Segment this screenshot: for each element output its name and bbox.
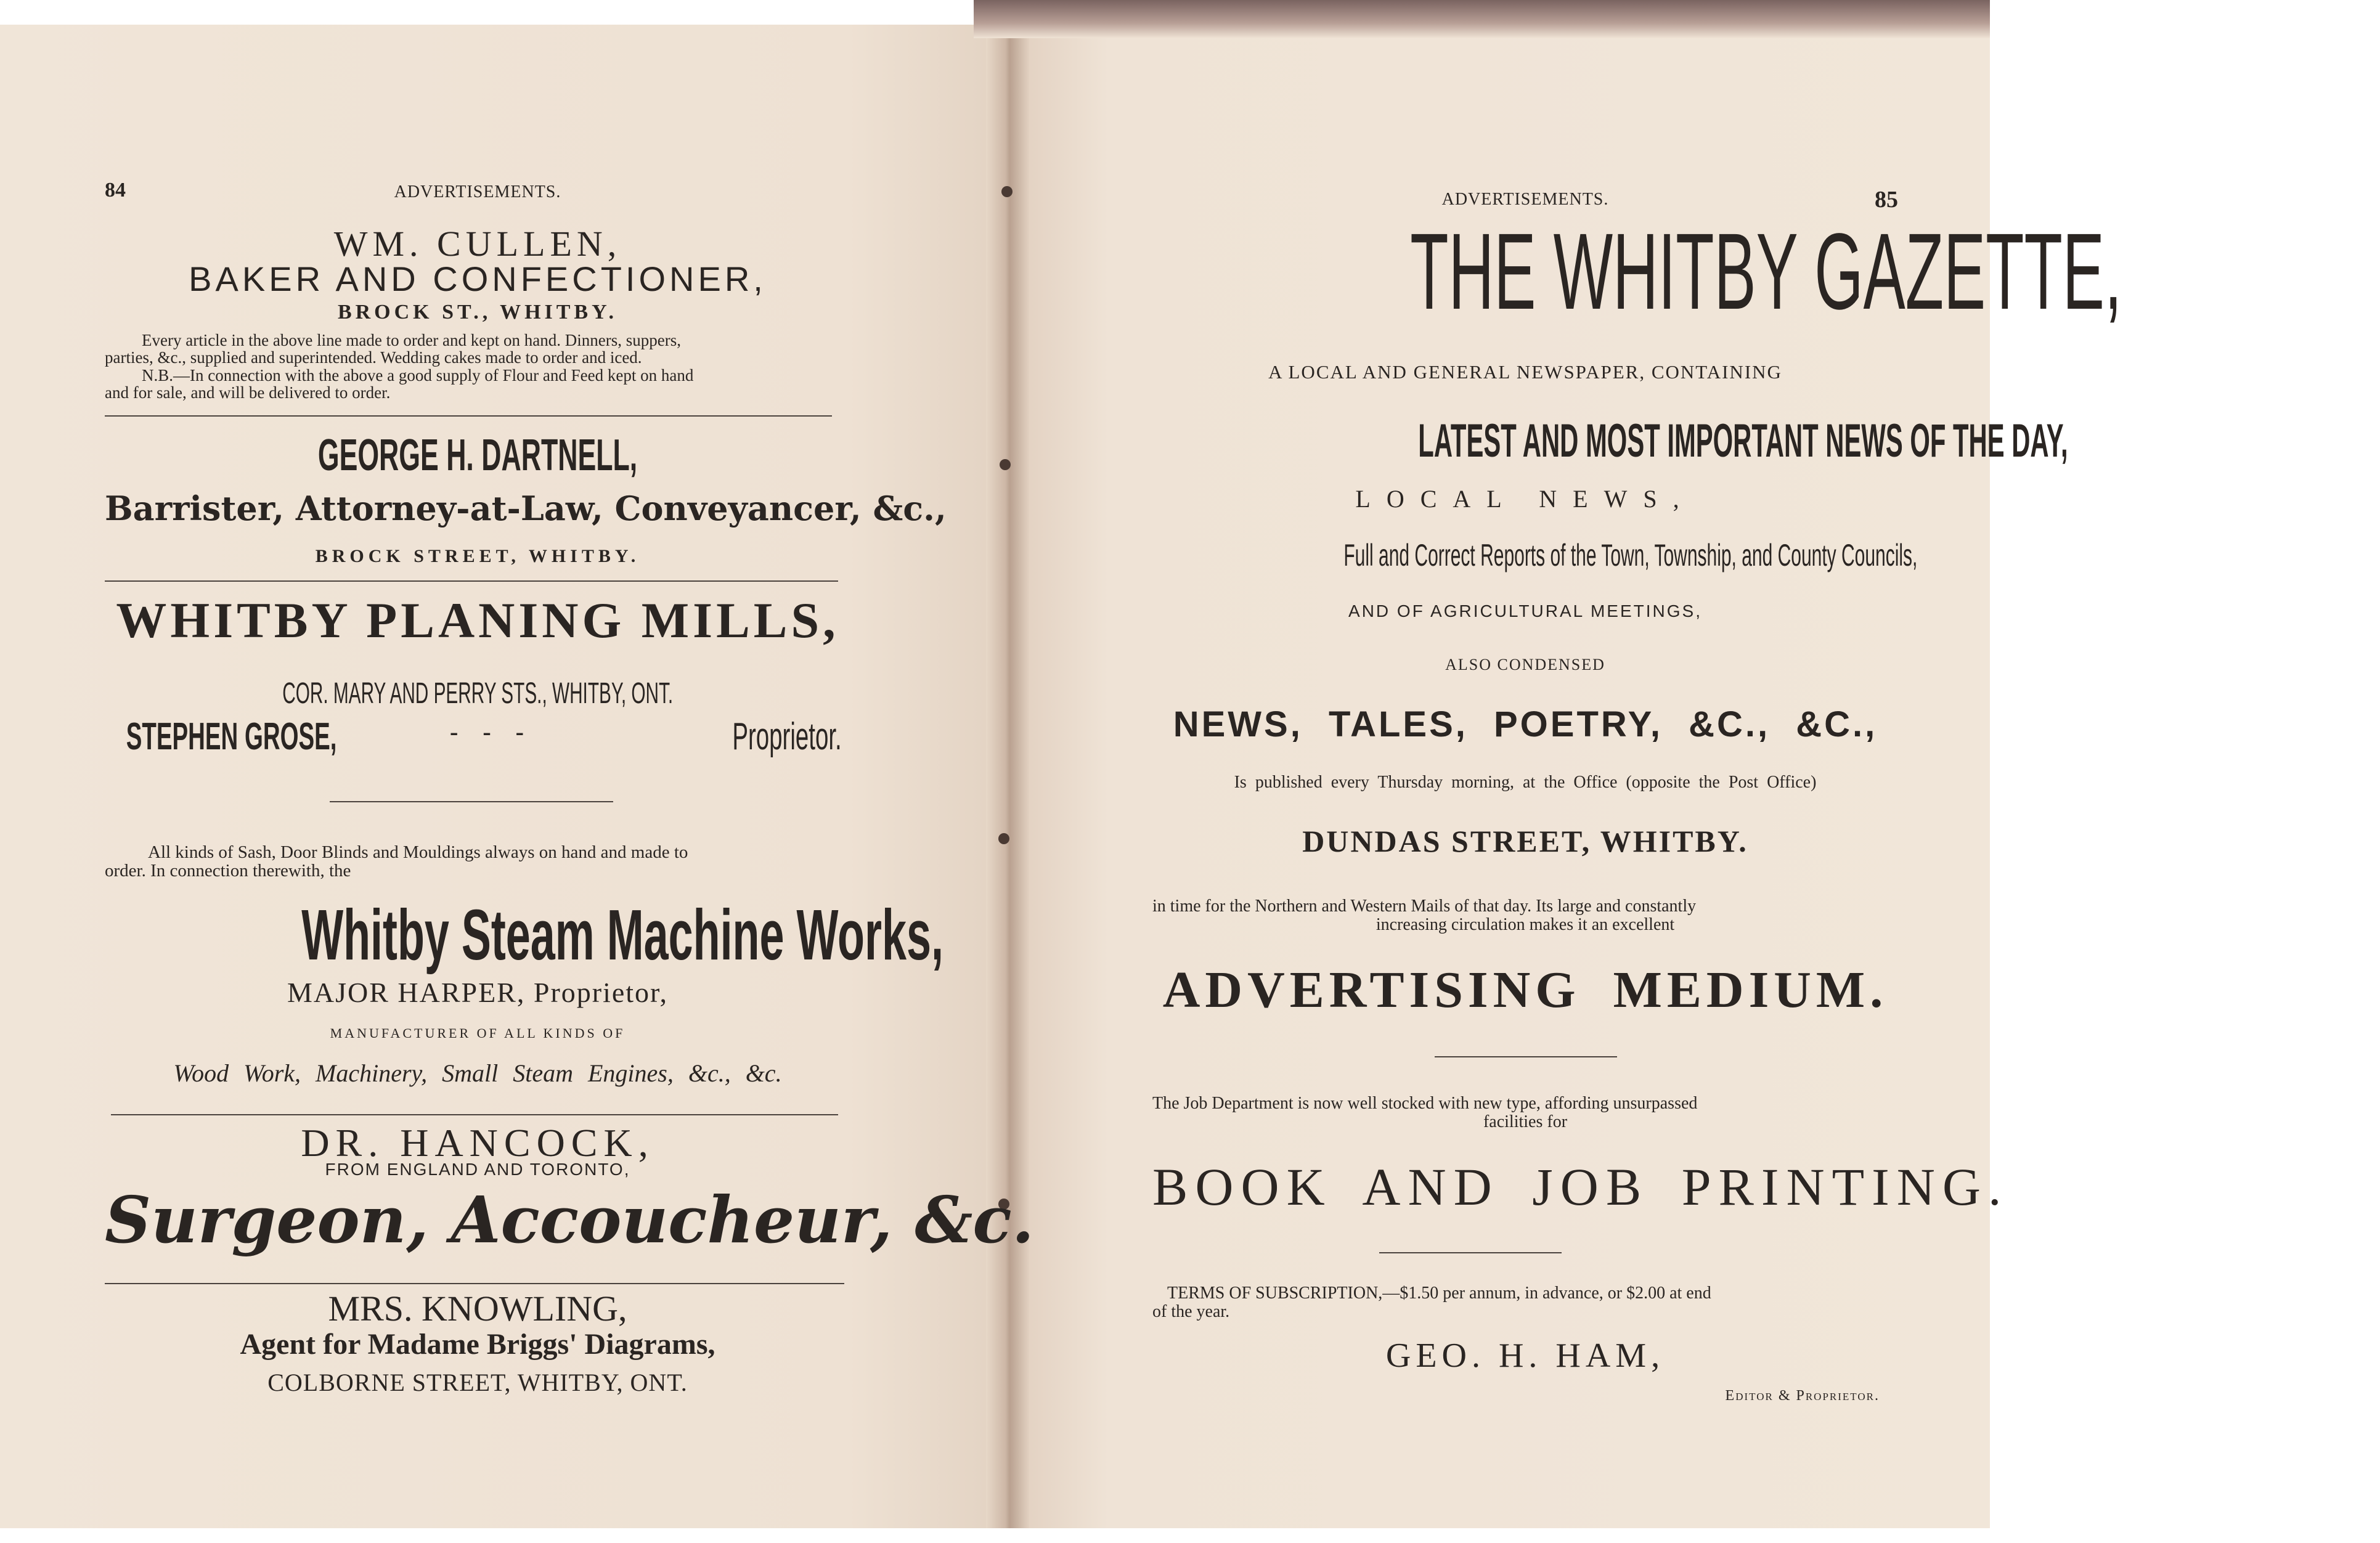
cullen-name: WM. CULLEN,: [333, 224, 622, 264]
body-line: All kinds of Sash, Door Blinds and Mouldings always on hand and made to: [148, 842, 688, 862]
cullen-body: [105, 332, 850, 401]
short-rule: [1435, 1056, 1617, 1057]
dartnell-address: BROCK STREET, WHITBY.: [315, 546, 640, 566]
gazette-mails: [1152, 897, 1898, 935]
gazette-agricultural: AND OF AGRICULTURAL MEETINGS,: [1348, 601, 1702, 621]
dartnell-profession: Barrister, Attorney-at-Law, Conveyancer, &c.,: [105, 489, 947, 528]
steam-works-proprietor: MAJOR HARPER, Proprietor,: [287, 977, 669, 1008]
gazette-terms: [1152, 1284, 1898, 1322]
binding-stitch: [998, 833, 1009, 844]
knowling-address: COLBORNE STREET, WHITBY, ONT.: [267, 1369, 688, 1396]
page-number: 84: [105, 179, 126, 202]
body-line: facilities for: [1483, 1112, 1568, 1132]
gazette-street: DUNDAS STREET, WHITBY.: [1302, 824, 1748, 858]
gazette-advertising: ADVERTISING MEDIUM.: [1162, 961, 1888, 1019]
gazette-tales: NEWS, TALES, POETRY, &C., &C.,: [1173, 704, 1878, 744]
body-line: parties, &c., supplied and superintended. Wedding cakes made to order and iced.: [105, 348, 642, 367]
gazette-editor-name: GEO. H. HAM,: [1385, 1337, 1665, 1375]
steam-works-goods: Wood Work, Machinery, Small Steam Engines, &c., &c.: [173, 1059, 782, 1087]
body-line: Every article in the above line made to order and kept on hand. Dinners, suppers,: [142, 331, 681, 349]
steam-works-name: Whitby Steam Machine Works,: [301, 895, 943, 975]
gazette-local-news: LOCAL NEWS,: [1355, 485, 1695, 513]
body-line: The Job Department is now well stocked with new type, affording unsurpassed: [1152, 1094, 1698, 1113]
section-divider: [105, 580, 838, 582]
body-line: of the year.: [1152, 1302, 1230, 1322]
running-head: ADVERTISEMENTS.: [394, 182, 561, 202]
gazette-published: Is published every Thursday morning, at the Office (opposite the Post Office): [1234, 773, 1817, 792]
binding-stitch: [1000, 459, 1011, 470]
knowling-name: MRS. KNOWLING,: [328, 1289, 627, 1329]
book-gutter: [986, 25, 1029, 1528]
body-line: N.B.—In connection with the above a good supply of Flour and Feed kept on hand: [142, 365, 694, 385]
proprietor-title: Proprietor.: [732, 715, 842, 758]
gazette-editor-title: Editor & Proprietor.: [1725, 1388, 1880, 1404]
body-line: order. In connection therewith, the: [105, 861, 351, 881]
binding-stitch: [1001, 186, 1013, 197]
gazette-subtitle: A LOCAL AND GENERAL NEWSPAPER, CONTAINING: [1268, 361, 1782, 383]
short-rule: [330, 801, 613, 802]
hancock-name: DR. HANCOCK,: [301, 1121, 654, 1165]
cullen-address: BROCK ST., WHITBY.: [337, 301, 618, 324]
section-divider: [105, 415, 832, 417]
dartnell-name: GEORGE H. DARTNELL,: [317, 431, 638, 480]
planing-mills-body: [105, 843, 850, 881]
page-number: 85: [1875, 187, 1898, 213]
gazette-reports: Full and Correct Reports of the Town, Township, and County Councils,: [1343, 538, 1918, 572]
body-line: and for sale, and will be delivered to order.: [105, 383, 391, 402]
gazette-job: [1152, 1094, 1898, 1132]
page-top-edge: [974, 0, 1990, 38]
planing-mills-name: WHITBY PLANING MILLS,: [116, 592, 839, 648]
section-divider: [111, 1114, 838, 1115]
section-divider: [105, 1283, 844, 1284]
proprietor-dashes: - - -: [450, 718, 524, 746]
planing-mills-address: COR. MARY AND PERRY STS., WHITBY, ONT.: [282, 677, 673, 710]
gazette-latest: LATEST AND MOST IMPORTANT NEWS OF THE DAY,: [1418, 415, 2068, 467]
gazette-printing: BOOK AND JOB PRINTING.: [1152, 1157, 2009, 1216]
short-rule: [1379, 1252, 1562, 1253]
body-line: TERMS OF SUBSCRIPTION,—$1.50 per annum, in advance, or $2.00 at end: [1167, 1284, 1711, 1303]
hancock-origin: FROM ENGLAND AND TORONTO,: [325, 1160, 630, 1179]
body-line: increasing circulation makes it an excellent: [1375, 915, 1675, 935]
hancock-profession: Surgeon, Accoucheur, &c.: [105, 1182, 1034, 1258]
steam-works-manufacturer: MANUFACTURER OF ALL KINDS OF: [330, 1025, 626, 1041]
cullen-trade: BAKER AND CONFECTIONER,: [189, 259, 767, 298]
gazette-also: ALSO CONDENSED: [1445, 656, 1605, 674]
proprietor-name: STEPHEN GROSE,: [126, 715, 337, 758]
running-head: ADVERTISEMENTS.: [1441, 190, 1609, 209]
knowling-agent: Agent for Madame Briggs' Diagrams,: [240, 1328, 715, 1361]
planing-mills-proprietor-line: [105, 715, 850, 758]
gazette-title: THE WHITBY GAZETTE,: [1410, 211, 2122, 332]
body-line: in time for the Northern and Western Mails of that day. Its large and constantly: [1152, 897, 1697, 916]
